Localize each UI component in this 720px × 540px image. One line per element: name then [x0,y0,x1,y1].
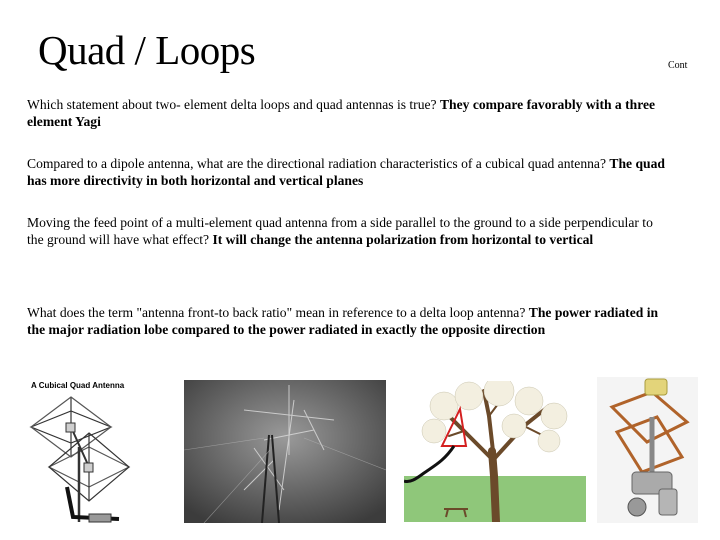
continued-label: Cont [668,60,688,71]
qa-item [27,304,667,338]
answer-text: The power radiated in the major radiation lobe compared to the power radiated in exactly the opposite direction [27,305,659,337]
qa-item [27,155,667,189]
cubical-quad-drawing [19,377,152,523]
slide-title: Quad / Loops [38,27,256,73]
answer-text: They compare favorably with a three element Yagi [27,97,656,129]
qa-item [27,214,667,248]
small-quad-photo [597,377,698,523]
diagram-caption: A Cubical Quad Antenna [31,381,125,390]
qa-item [27,96,667,130]
question-text: Which statement about two- element delta loops and quad antennas is true? [27,97,440,112]
quad-tower-photo [184,380,386,523]
tower-photo-drawing [184,380,386,523]
question-text: Compared to a dipole antenna, what are the directional radiation characteristics of a cubical quad antenna? [27,156,610,171]
tree-scene [404,381,586,522]
question-text: What does the term "antenna front-to back ratio" mean in reference to a delta loop antenna? [27,305,529,320]
answer-text: It will change the antenna polarization from horizontal to vertical [212,232,594,247]
delta-loop-tree-drawing [404,381,586,522]
question-text: Moving the feed point of a multi-element quad antenna from a side parallel to the ground to a side perpendicular to the ground will have what effect? [27,215,653,247]
small-quad-drawing [597,377,698,523]
cubical-quad-diagram [19,377,152,523]
answer-text: The quad has more directivity in both horizontal and vertical planes [27,156,665,188]
